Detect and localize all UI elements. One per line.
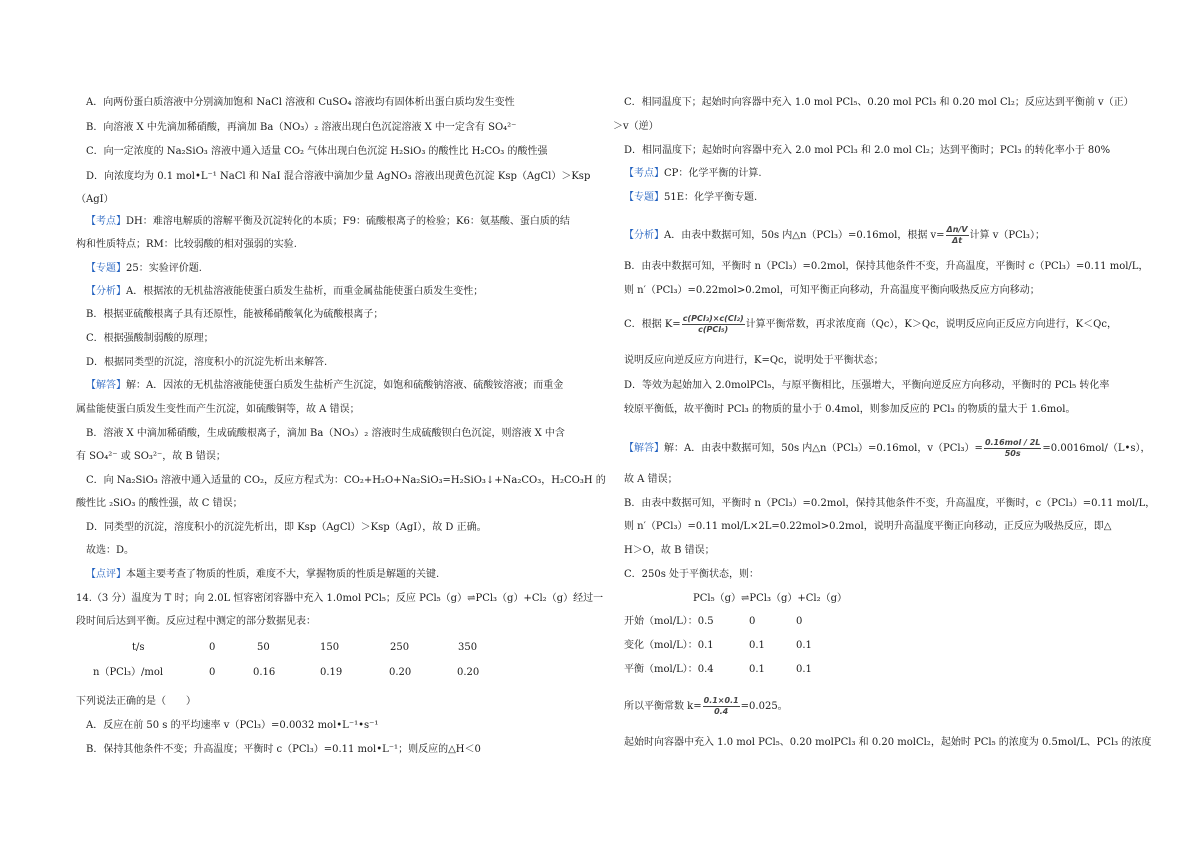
jieda-line: [86, 381, 563, 391]
jieda-b-cont2: H＞O，故 B 错误；: [624, 545, 715, 556]
ice-row-change: 变化（mol/L）：0.1: [624, 640, 714, 651]
last-line: 起始时向容器中充入 1.0 mol PCl₅、0.20 molPCl₃ 和 0.20 molCl₂，起始时 PCl₅ 的浓度为 0.5mol/L、PCl₃ 的浓度: [624, 737, 1152, 748]
fenxi-b: B．根据亚硫酸根离子具有还原性，能被稀硝酸氧化为硫酸根离子；: [86, 309, 384, 320]
fenxi-tag: 【分析】: [624, 230, 664, 241]
jieda-a: 解：A．由表中数据可知，50s 内△n（PCl₃）=0.16mol，v（PCl₃）=: [664, 443, 983, 454]
jieda-tag: 【解答】: [624, 443, 664, 454]
fenxi-c-cont: 说明反应向逆反应方向进行，K=Qc，说明处于平衡状态；: [624, 355, 884, 366]
jieda-a-cont: 属盐能使蛋白质发生变性而产生沉淀，如硫酸铜等，故 A 错误；: [76, 404, 360, 415]
choice-c: C．相同温度下；起始时向容器中充入 1.0 mol PCl₅、0.20 mol PCl₃ 和 0.20 mol Cl₂；反应达到平衡前 v（正）: [624, 97, 1134, 108]
table-cell: 150: [320, 642, 340, 653]
ice-table: [624, 617, 924, 677]
kaodian-tag: 【考点】: [624, 168, 664, 179]
formula-denominator: 0.4: [714, 707, 729, 716]
data-table: [76, 643, 576, 693]
rate-formula: [946, 226, 969, 245]
formula-denominator: Δt: [952, 236, 963, 245]
question-14-cont: 段时间后达到平衡。反应过程中测定的部分数据见表：: [76, 616, 316, 627]
ice-cell: 0.1: [796, 664, 812, 675]
k-value-formula: [703, 697, 740, 716]
jieda-b: B．由表中数据可知，平衡时 n（PCl₃）=0.2mol，保持其他条件不变，升高温度，平衡时，c（PCl₃）=0.11 mol/L，: [624, 498, 1156, 509]
kaodian-line-r: [624, 169, 762, 179]
table-header-n: n（PCl₃）/mol: [93, 667, 164, 678]
zhuanti-tag: 【专题】: [624, 192, 664, 203]
fenxi-c-line: [624, 312, 1117, 338]
ice-cell: 0.1: [796, 640, 812, 651]
jieda-a-tail: =0.0016mol/（L•s），: [1042, 443, 1151, 454]
fenxi-c: C．根据 K=: [624, 319, 681, 330]
formula-denominator: c(PCl₅): [698, 325, 729, 334]
kaodian-text: DH：难溶电解质的溶解平衡及沉淀转化的本质；F9：硫酸根离子的检验；K6：氨基酸、蛋白质的结: [126, 216, 570, 227]
ice-cell: 0: [749, 616, 756, 627]
ice-cell: 0: [796, 616, 803, 627]
question-14: 14.（3 分）温度为 T 时；向 2.0L 恒容密闭容器中充入 1.0mol PCl₅；反应 PCl₅（g）⇌PCl₃（g）+Cl₂（g）经过一: [76, 593, 604, 604]
table-header-t: t/s: [132, 642, 145, 653]
equilibrium-equation: PCl₅（g）⇌PCl₃（g）+Cl₂（g）: [693, 593, 847, 604]
table-cell: 250: [390, 642, 410, 653]
table-cell: 50: [257, 642, 270, 653]
kaodian-tag: 【考点】: [86, 216, 126, 227]
fenxi-line-r: [624, 223, 1045, 249]
fenxi-line: [86, 287, 483, 297]
table-cell: 0: [209, 642, 216, 653]
jieda-b-cont: 则 n′（PCl₃）=0.11 mol/L×2L=0.22mol>0.2mol，说明升高温度平衡正向移动，正反应为吸热反应，即△: [624, 521, 1112, 532]
fenxi-d: D．根据同类型的沉淀，溶度积小的沉淀先析出来解答.: [86, 357, 328, 368]
formula-numerator: c(PCl₃)×c(Cl₂): [682, 314, 744, 323]
dianping-text: 本题主要考查了物质的性质，难度不大，掌握物质的性质是解题的关键.: [126, 569, 440, 580]
option-c-text: C．向一定浓度的 Na₂SiO₃ 溶液中通入适量 CO₂ 气体出现白色沉淀 H₂SiO₃ 的酸性比 H₂CO₃ 的酸性强: [86, 146, 548, 157]
table-cell: 0.19: [320, 667, 343, 678]
option-a-text: A．向两份蛋白质溶液中分别滴加饱和 NaCl 溶液和 CuSO₄ 溶液均有固体析出蛋白质均发生变性: [86, 97, 515, 108]
formula-denominator: 50s: [1004, 449, 1021, 458]
jieda-c-cont: 酸性比 ₂SiO₃ 的酸性强，故 C 错误；: [76, 498, 243, 509]
kaodian-text-cont: 构和性质特点；RM：比较弱酸的相对强弱的实验.: [76, 239, 297, 250]
option-d-text: D．向浓度均为 0.1 mol•L⁻¹ NaCl 和 NaI 混合溶液中滴加少量 AgNO₃ 溶液出现黄色沉淀 Ksp（AgCl）＞Ksp: [86, 171, 591, 182]
dianping-line: [86, 570, 439, 580]
jieda-line-r: [624, 436, 1151, 462]
table-cell: 350: [458, 642, 478, 653]
jieda-b: B．溶液 X 中滴加稀硝酸，生成硫酸根离子，滴加 Ba（NO₃）₂ 溶液时生成硫酸钡白色沉淀，则溶液 X 中含: [86, 428, 565, 439]
choice-b: B．保持其他条件不变；升高温度；平衡时 c（PCl₃）=0.11 mol•L⁻¹；则反应的△H＜0: [86, 744, 481, 755]
jieda-c: C．250s 处于平衡状态，则：: [624, 569, 760, 580]
zhuanti-line: [86, 264, 202, 274]
jieda-a: 解：A．因浓的无机盐溶液能使蛋白质发生盐析产生沉淀，如饱和硫酸钠溶液、硫酸铵溶液；而重金: [126, 380, 564, 391]
table-cell: 0.16: [253, 667, 276, 678]
fenxi-d-cont: 较原平衡低，故平衡时 PCl₃ 的物质的量小于 0.4mol，则参加反应的 PCl₃ 的物质的量大于 1.6mol。: [624, 404, 1076, 415]
fenxi-b-cont: 则 n′（PCl₃）=0.22mol>0.2mol，可知平衡正向移动，升高温度平衡向吸热反应方向移动；: [624, 285, 1040, 296]
jieda-tag: 【解答】: [86, 380, 126, 391]
fenxi-c: C．根据强酸制弱酸的原理；: [86, 333, 214, 344]
k-line: [624, 694, 788, 720]
zhuanti-text: 51E：化学平衡专题.: [664, 192, 758, 203]
formula-numerator: Δn/V: [946, 225, 968, 234]
jieda-b-cont: 有 SO₄²⁻ 或 SO₃²⁻，故 B 错误；: [76, 451, 226, 462]
k-formula: [682, 315, 745, 334]
fenxi-b: B．由表中数据可知，平衡时 n（PCl₃）=0.2mol，保持其他条件不变，升高温度，平衡时 c（PCl₃）=0.11 mol/L，: [624, 261, 1149, 272]
choice-c-cont: ＞v（逆）: [613, 121, 659, 132]
fenxi-d: D．等效为起始加入 2.0molPCl₅，与原平衡相比，压强增大，平衡向逆反应方向移动，平衡时的 PCl₅ 转化率: [624, 380, 1110, 391]
jieda-d: D．同类型的沉淀，溶度积小的沉淀先析出，即 Ksp（AgCl）＞Ksp（AgI），故 D 正确。: [86, 522, 487, 533]
fenxi-a-tail: 计算 v（PCl₃）；: [969, 230, 1045, 241]
dianping-tag: 【点评】: [86, 569, 126, 580]
choice-d: D．相同温度下；起始时向容器中充入 2.0 mol PCl₃ 和 2.0 mol Cl₂；达到平衡时；PCl₃ 的转化率小于 80%: [624, 145, 1111, 156]
kaodian-text: CP：化学平衡的计算.: [664, 168, 762, 179]
zhuanti-line-r: [624, 193, 757, 203]
rate-calc-formula: [984, 439, 1041, 458]
kaodian-line: [86, 217, 570, 227]
jieda-c: C．向 Na₂SiO₃ 溶液中通入适量的 CO₂，反应方程式为：CO₂+H₂O+Na₂SiO₃=H₂SiO₃↓+Na₂CO₃，H₂CO₃H 的: [86, 475, 606, 486]
formula-numerator: 0.1×0.1: [703, 696, 739, 705]
ice-row-equilibrium: 平衡（mol/L）：0.4: [624, 664, 714, 675]
ask-line: 下列说法正确的是（ ）: [76, 696, 196, 707]
fenxi-a: A．根据浓的无机盐溶液能使蛋白质发生盐析，而重金属盐能使蛋白质发生变性；: [126, 286, 484, 297]
ice-cell: 0.1: [749, 640, 765, 651]
ice-cell: 0.1: [749, 664, 765, 675]
table-cell: 0.20: [389, 667, 412, 678]
option-b-text: B．向溶液 X 中先滴加稀硝酸，再滴加 Ba（NO₃）₂ 溶液出现白色沉淀溶液 X 中一定含有 SO₄²⁻: [86, 122, 517, 133]
fenxi-c-tail: 计算平衡常数，再求浓度商（Qc），K＞Qc，说明反应向正反应方向进行，K＜Qc，: [745, 319, 1117, 330]
fenxi-a: A．由表中数据可知，50s 内△n（PCl₃）=0.16mol，根据 v=: [664, 230, 945, 241]
k-prefix: 所以平衡常数 k=: [624, 701, 702, 712]
table-cell: 0.20: [457, 667, 480, 678]
jieda-a-cont: 故 A 错误；: [624, 474, 678, 485]
ice-row-start: 开始（mol/L）：0.5: [624, 616, 714, 627]
zhuanti-tag: 【专题】: [86, 263, 126, 274]
table-cell: 0: [209, 667, 216, 678]
zhuanti-text: 25：实验评价题.: [126, 263, 202, 274]
k-result: =0.025。: [740, 701, 788, 712]
choice-a: A．反应在前 50 s 的平均速率 v（PCl₃）=0.0032 mol•L⁻¹•s⁻¹: [86, 720, 379, 731]
option-d-text-cont: （AgI）: [76, 194, 114, 205]
formula-numerator: 0.16mol / 2L: [984, 438, 1041, 447]
answer-line: 故选：D。: [86, 545, 135, 556]
fenxi-tag: 【分析】: [86, 286, 126, 297]
